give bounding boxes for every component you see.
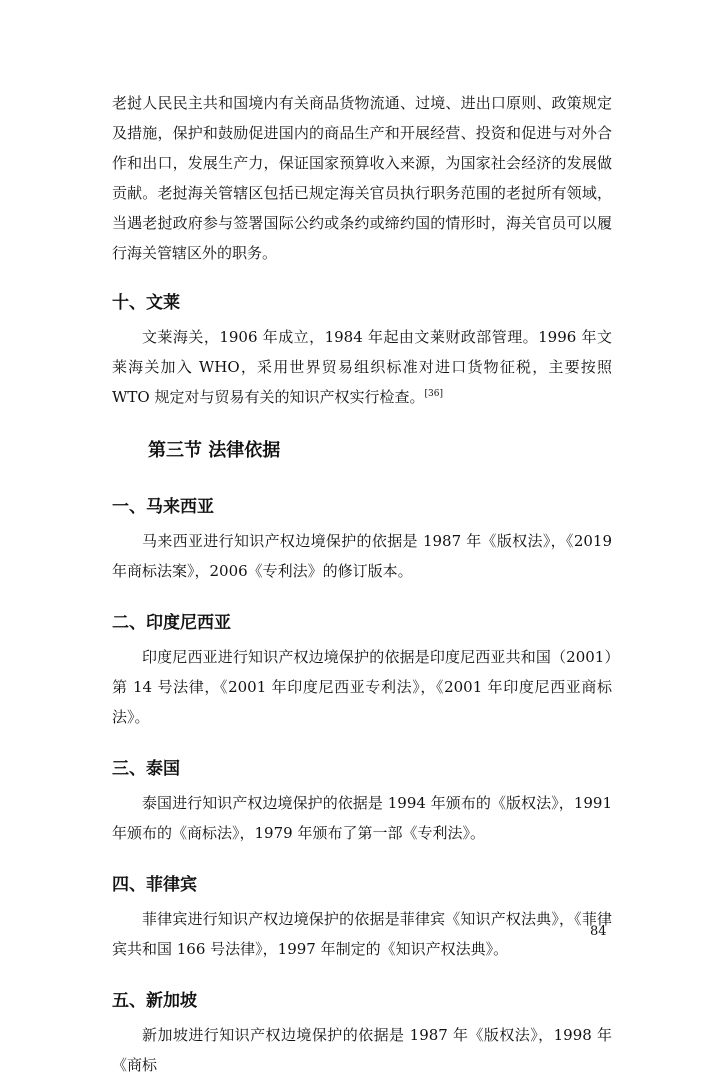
paragraph-thailand: 泰国进行知识产权边境保护的依据是 1994 年颁布的《版权法》，1991 年颁布的《商标法》，1979 年颁布了第一部《专利法》。 (112, 794, 612, 842)
paragraph-philippines: 菲律宾进行知识产权边境保护的依据是菲律宾《知识产权法典》，《菲律宾共和国 166 号法律》，1997 年制定的《知识产权法典》。 (112, 910, 612, 958)
section-title-thailand: 三、泰国 (112, 759, 180, 779)
chapter-title: 第三节 法律依据 (148, 440, 281, 461)
page-content (112, 88, 612, 1080)
reference-marker[interactable]: [36] (424, 389, 443, 399)
paragraph-malaysia: 马来西亚进行知识产权边境保护的依据是 1987 年《版权法》，《2019 年商标法案》，2006《专利法》的修订版本。 (112, 532, 612, 580)
paragraph-brunei (112, 322, 612, 412)
section-title-singapore: 五、新加坡 (112, 991, 197, 1011)
paragraph-brunei-text: 文莱海关，1906 年成立，1984 年起由文莱财政部管理。1996 年文莱海关加入 WHO，采用世界贸易组织标准对进口货物征税，主要按照 WTO 规定对与贸易有关的知识产权实行检查。 (112, 328, 612, 406)
paragraph-indonesia: 印度尼西亚进行知识产权边境保护的依据是印度尼西亚共和国（2001）第 14 号法律，《2001 年印度尼西亚专利法》，《2001 年印度尼西亚商标法》。 (112, 648, 612, 726)
page-number: 84 (590, 924, 607, 939)
section-title-indonesia: 二、印度尼西亚 (112, 613, 231, 633)
section-title-brunei: 十、文莱 (112, 293, 180, 313)
paragraph-singapore: 新加坡进行知识产权边境保护的依据是 1987 年《版权法》，1998 年《商标 (112, 1026, 612, 1074)
section-title-malaysia: 一、马来西亚 (112, 497, 214, 517)
section-title-philippines: 四、菲律宾 (112, 875, 197, 895)
paragraph-laos: 老挝人民民主共和国境内有关商品货物流通、过境、进出口原则、政策规定及措施，保护和鼓励促进国内的商品生产和开展经营、投资和促进与对外合作和出口，发展生产力，保证国家预算收入来源，为国家社会经济的发展做贡献。老挝海关管辖区包括已规定海关官员执行职务范围的老挝所有领域，当遇老挝政府参与签署国际公约或条约或缔约国的情形时，海关官员可以履行海关管辖区外的职务。 (112, 94, 612, 262)
